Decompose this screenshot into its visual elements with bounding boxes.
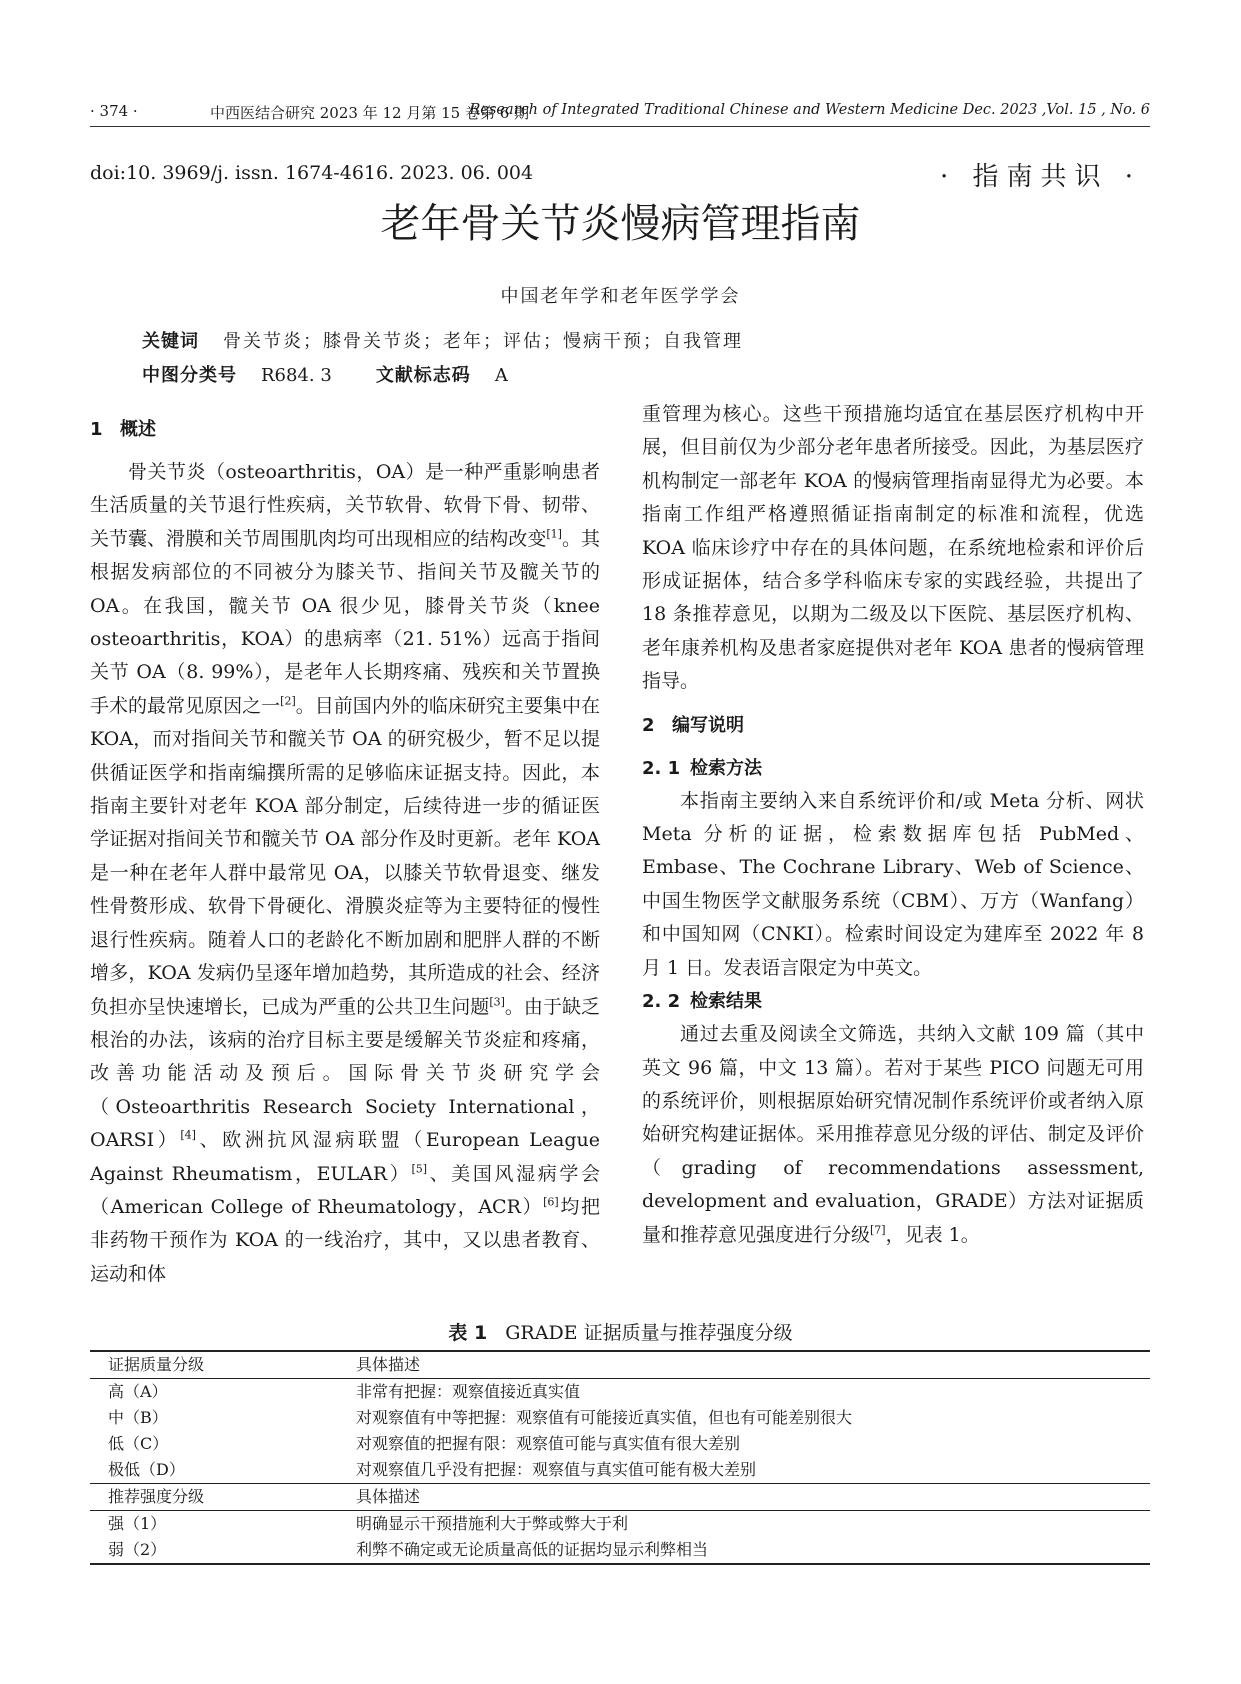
keywords — [142, 327, 743, 353]
table-row — [90, 1537, 1150, 1564]
page-number: · 374 · — [90, 102, 138, 120]
table-cell: 对观察值的把握有限：观察值可能与真实值有很大差别 — [356, 1434, 741, 1453]
doi: doi:10. 3969/j. issn. 1674-4616. 2023. 06. 004 — [90, 162, 534, 184]
table-cell: 极低（D） — [108, 1460, 185, 1479]
journal-name-cn: 中西医结合研究 2023 年 12 月第 15 卷第 6 期 — [210, 104, 530, 122]
table-row — [90, 1431, 1150, 1457]
table-label: 表 1 — [448, 1322, 488, 1344]
table-cell: 对观察值有中等把握：观察值有可能接近真实值，但也有可能差别很大 — [356, 1408, 853, 1427]
citation[interactable]: [5] — [411, 1162, 428, 1176]
table-header-row — [90, 1484, 1150, 1511]
table-caption — [0, 1318, 1241, 1345]
table-row — [90, 1405, 1150, 1431]
table-cell: 明确显示干预措施利大于弊或弊大于利 — [338, 1511, 1150, 1538]
keywords-value: 骨关节炎；膝骨关节炎；老年；评估；慢病干预；自我管理 — [223, 331, 743, 352]
author: 中国老年学和老年医学学会 — [500, 286, 741, 307]
table-row — [90, 1379, 1150, 1406]
section-heading-1: 1 概述 — [90, 419, 156, 440]
table-header-cell: 证据质量分级 — [90, 1351, 338, 1379]
table-header-cell: 推荐强度分级 — [90, 1484, 338, 1511]
table-header-cell: 具体描述 — [338, 1484, 1150, 1511]
citation[interactable]: [7] — [870, 1223, 886, 1237]
table-cell: 高（A） — [90, 1379, 338, 1406]
clc-label: 中图分类号 — [142, 365, 237, 386]
paragraph-overview: 骨关节炎（osteoarthritis，OA）是一种严重影响患者生活质量的关节退行性疾病，关节软骨、软骨下骨、韧带、关节囊、滑膜和关节周围肌肉均可出现相应的结构改变[1]。其根据发病部位的不同被分为膝关节、指间关节及髋关节的 OA。在我国，髋关节 OA 很少见，膝骨关节炎（knee osteoarthritis，KOA）的患病率（21. 51%）远高于指间关节 OA（8. 99%），是老年人长期疼痛、残疾和关节置换手术的最常见原因之一[2]。目前国内外的临床研究主要集中在 KOA，而对指间关节和髋关节 OA 的研究极少，暂不足以提供循证医学和指南编撰所需的足够临床证据支持。因此，本指南主要针对老年 KOA 部分制定，后续待进一步的循证医学证据对指间关节和髋关节 OA 部分作及时更新。老年 KOA 是一种在老年人群中最常见 OA，以膝关节软骨退变、继发性骨赘形成、软骨下骨硬化、滑膜炎症等为主要特征的慢性退行性疾病。随着人口的老龄化不断加剧和肥胖人群的不断增多，KOA 发病仍呈逐年增加趋势，其所造成的社会、经济负担亦呈快速增长，已成为严重的公共卫生问题[3]。由于缺乏根治的办法，该病的治疗目标主要是缓解关节炎症和疼痛，改善功能活动及预后。国际骨关节炎研究学会（Osteoarthritis Research Society International，OARSI）[4]、欧洲抗风湿病联盟（European League Against Rheumatism，EULAR）[5]、美国风湿病学会（American College of Rheumatology，ACR）[6]均把非药物干预作为 KOA 的一线治疗，其中，又以患者教育、运动和体 — [90, 461, 600, 1285]
subsection-heading-2-2: 2. 2 检索结果 — [642, 991, 762, 1013]
section-heading-2: 2 编写说明 — [642, 714, 744, 736]
table-cell: 对观察值几乎没有把握：观察值与真实值可能有极大差别 — [356, 1460, 757, 1479]
clc-value: R684. 3 — [261, 365, 332, 386]
right-column — [642, 398, 1144, 1252]
table-cell: 中（B） — [108, 1408, 168, 1427]
citation[interactable]: [3] — [489, 995, 505, 1009]
journal-name-en: Research of Integrated Traditional Chinese and Western Medicine Dec. 2023 ,Vol. 15 , No. 6 — [469, 102, 1150, 118]
table-header-cell: 具体描述 — [338, 1351, 1150, 1379]
paragraph-search-results: 通过去重及阅读全文筛选，共纳入文献 109 篇（其中英文 96 篇，中文 13 篇）。若对于某些 PICO 问题无可用的系统评价，则根据原始研究情况制作系统评价或者纳入原始研究构建证据体。采用推荐意见分级的评估、制定及评价（grading of recommendations assessment, development and evaluation，GRADE）方法对证据质量和推荐意见强度进行分级[7]，见表 1。 — [642, 1023, 1144, 1246]
table-cell: 强（1） — [90, 1511, 338, 1538]
article-title: 老年骨关节炎慢病管理指南 — [380, 201, 861, 247]
doc-code-value: A — [494, 365, 508, 386]
citation[interactable]: [2] — [280, 694, 296, 708]
paragraph-search-method: 本指南主要纳入来自系统评价和/或 Meta 分析、网状 Meta 分析的证据，检索数据库包括 PubMed、Embase、The Cochrane Library、Web of Science、中国生物医学文献服务系统（CBM）、万方（Wanfang）和中国知网（CNKI）。检索时间设定为建库至 2022 年 8 月 1 日。发表语言限定为中英文。 — [642, 789, 1144, 979]
doc-code-label: 文献标志码 — [375, 365, 471, 386]
table-cell: 弱（2） — [90, 1537, 338, 1564]
table-cell: 低（C） — [108, 1434, 169, 1453]
paragraph-overview-continued: 重管理为核心。这些干预措施均适宜在基层医疗机构中开展，但目前仅为少部分老年患者所接受。因此，为基层医疗机构制定一部老年 KOA 的慢病管理指南显得尤为必要。本指南工作组严格遵照循证指南制定的标准和流程，优选 KOA 临床诊疗中存在的具体问题，在系统地检索和评价后形成证据体，结合多学科临床专家的实践经验，共提出了 18 条推荐意见，以期为二级及以下医院、基层医疗机构、老年康养机构及患者家庭提供对老年 KOA 患者的慢病管理指导。 — [642, 403, 1144, 693]
table-row — [90, 1511, 1150, 1538]
table-caption-text: GRADE 证据质量与推荐强度分级 — [505, 1322, 793, 1344]
subsection-heading-2-1: 2. 1 检索方法 — [642, 757, 762, 779]
column-tag: · 指南共识 · — [939, 162, 1141, 192]
citation[interactable]: [4] — [180, 1128, 196, 1142]
citation[interactable]: [1] — [546, 527, 562, 541]
grade-table — [90, 1350, 1150, 1565]
table-header-row — [90, 1351, 1150, 1379]
classification — [142, 361, 508, 387]
running-header — [90, 100, 1150, 127]
table-row — [90, 1457, 1150, 1484]
table-cell: 非常有把握：观察值接近真实值 — [338, 1379, 1150, 1406]
keywords-label: 关键词 — [142, 331, 199, 352]
left-column — [90, 413, 600, 1291]
table-cell: 利弊不确定或无论质量高低的证据均显示利弊相当 — [338, 1537, 1150, 1564]
citation[interactable]: [6] — [543, 1195, 559, 1209]
